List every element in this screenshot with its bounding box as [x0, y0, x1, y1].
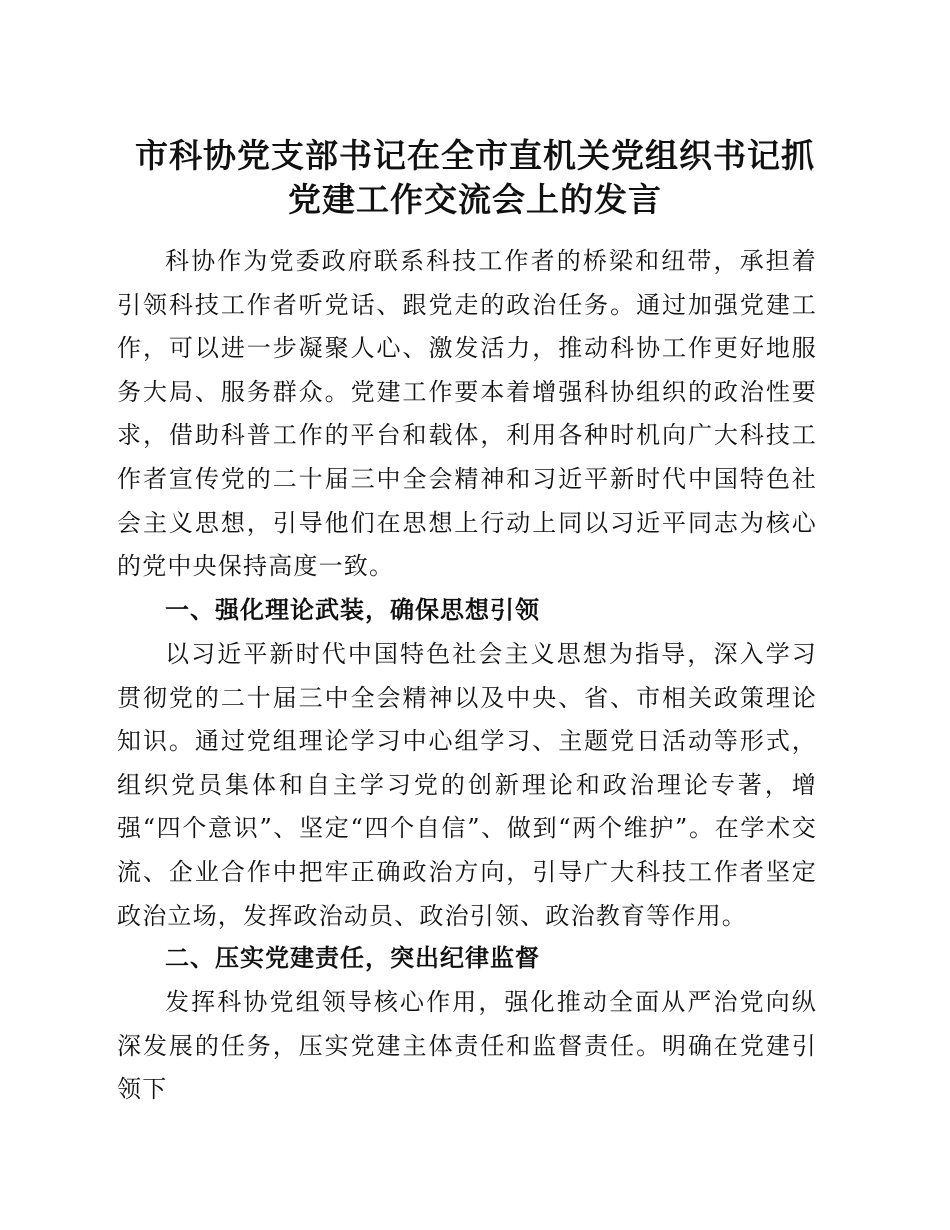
paragraph-intro: 科协作为党委政府联系科技工作者的桥梁和纽带，承担着引领科技工作者听党话、跟党走的政治任务。通过加强党建工作，可以进一步凝聚人心、激发活力，推动科协工作更好地服务大局、服务群众。党建工作要本着增强科协组织的政治性要求，借助科普工作的平台和载体，利用各种时机向广大科技工作者宣传党的二十届三中全会精神和习近平新时代中国特色社会主义思想，引导他们在思想上行动上同以习近平同志为核心的党中央保持高度一致。 [117, 247, 817, 581]
paragraph-section-1: 以习近平新时代中国特色社会主义思想为指导，深入学习贯彻党的二十届三中全会精神以及中央、省、市相关政策理论知识。通过党组理论学习中心组学习、主题党日活动等形式，组织党员集体和自主学习党的创新理论和政治理论专著，增强“四个意识”、坚定“四个自信”、做到“两个维护”。在学术交流、企业合作中把牢正确政治方向，引导广大科技工作者坚定政治立场，发挥政治动员、政治引领、政治教育等作用。 [117, 640, 817, 930]
section-heading-2: 二、压实党建责任，突出纪律监督 [165, 944, 540, 972]
paragraph-section-2: 发挥科协党组领导核心作用，强化推动全面从严治党向纵深发展的任务，压实党建主体责任和监督责任。明确在党建引领下 [117, 988, 817, 1104]
section-heading-1: 一、强化理论武装，确保思想引领 [165, 596, 540, 624]
document-title-line-2: 党建工作交流会上的发言 [288, 180, 662, 219]
document-title-line-1: 市科协党支部书记在全市直机关党组织书记抓 [135, 136, 815, 175]
